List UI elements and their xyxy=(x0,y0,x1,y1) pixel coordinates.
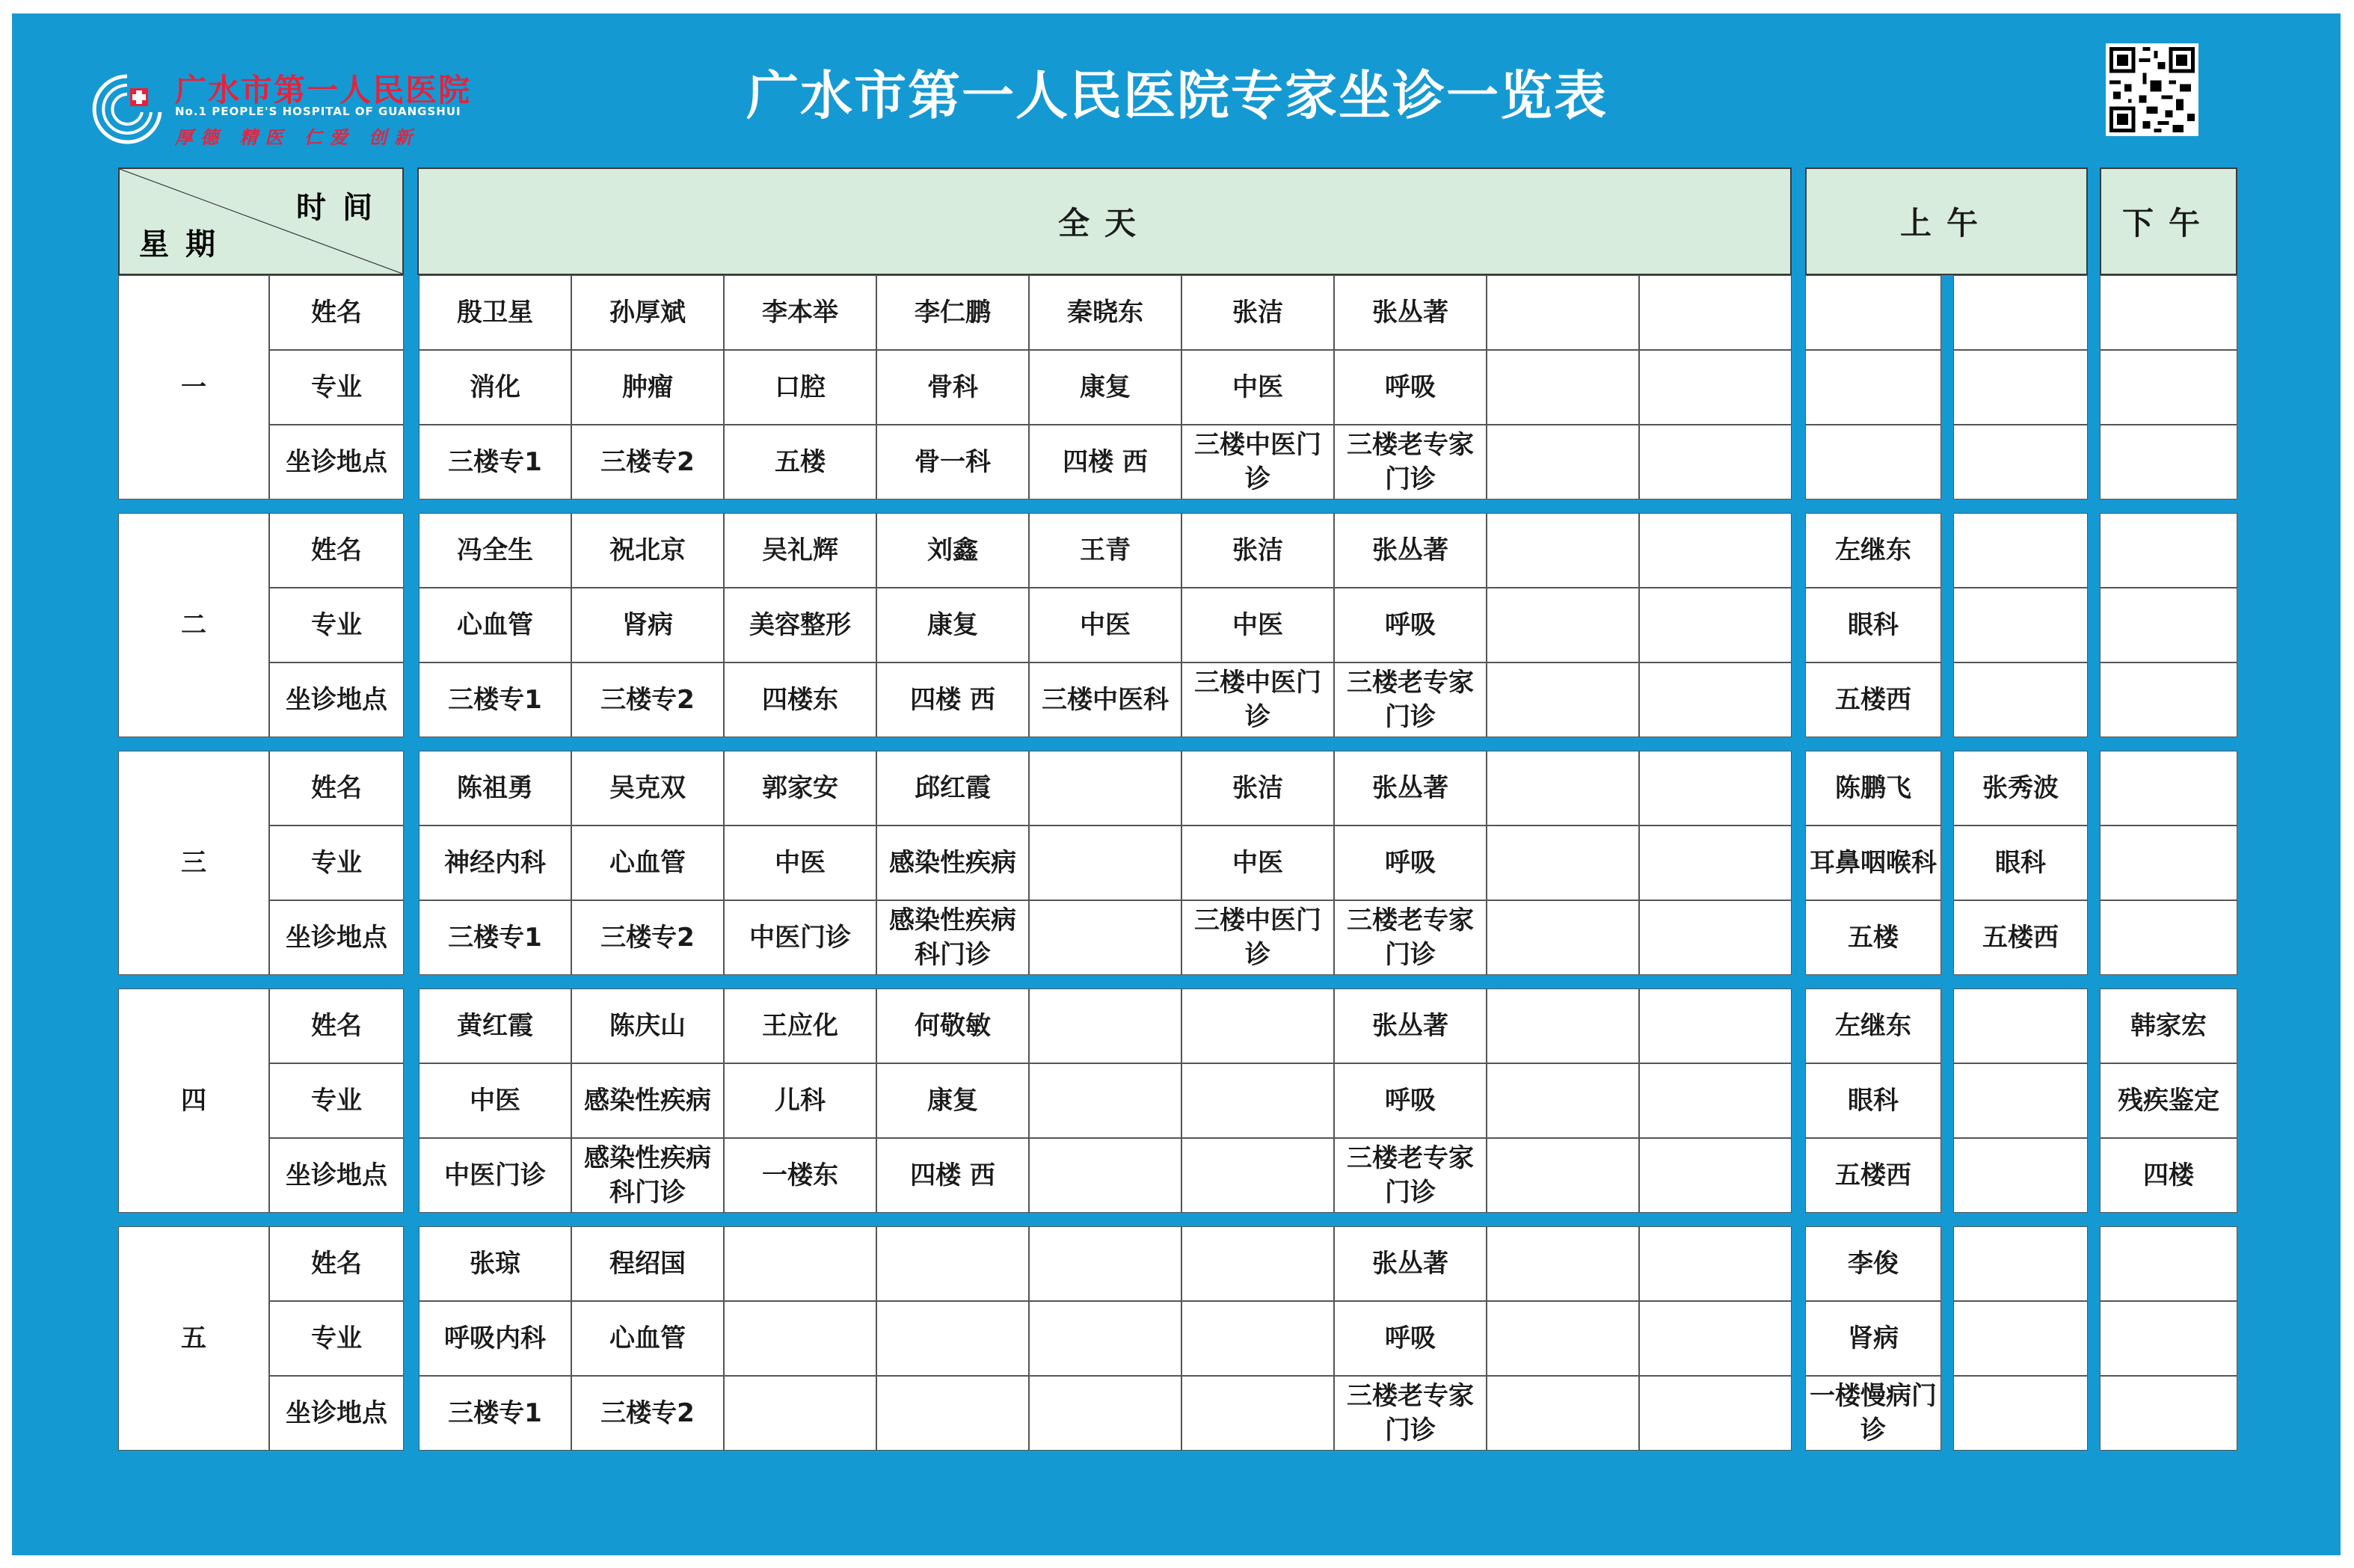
clinic-location-cell: 感染性疾病科门诊 xyxy=(876,900,1029,975)
doctor-name-cell xyxy=(1639,1226,1792,1301)
clinic-location-cell: 四楼 xyxy=(2100,1138,2237,1213)
row-label: 姓名 xyxy=(269,275,404,350)
clinic-location-cell: 一楼东 xyxy=(724,1138,876,1213)
specialty-cell xyxy=(1639,1063,1792,1138)
row-label: 专业 xyxy=(269,1063,404,1138)
specialty-cell xyxy=(876,1301,1029,1376)
specialty-cell xyxy=(1487,350,1639,425)
doctor-name-cell xyxy=(1029,989,1181,1063)
clinic-location-cell xyxy=(1487,1376,1639,1451)
doctor-name-cell: 张丛著 xyxy=(1334,513,1487,588)
specialty-cell: 眼科 xyxy=(1805,588,1941,662)
doctor-name-cell xyxy=(724,1226,876,1301)
specialty-cell: 康复 xyxy=(876,1063,1029,1138)
row-label: 专业 xyxy=(269,350,404,425)
clinic-location-cell: 四楼 西 xyxy=(876,1138,1029,1213)
specialty-cell xyxy=(1953,588,2088,662)
doctor-name-cell xyxy=(2100,1226,2237,1301)
weekday-label: 五 xyxy=(118,1226,269,1451)
specialty-cell xyxy=(2100,1301,2237,1376)
specialty-cell: 中医 xyxy=(1181,588,1334,662)
specialty-cell: 康复 xyxy=(1029,350,1181,425)
doctor-name-cell: 张丛著 xyxy=(1334,989,1487,1063)
logo-name-cn: 广水市第一人民医院 xyxy=(175,72,472,108)
specialty-cell: 呼吸 xyxy=(1334,588,1487,662)
doctor-name-cell xyxy=(2100,275,2237,350)
clinic-location-cell: 五楼西 xyxy=(1805,1138,1941,1213)
clinic-location-cell: 三楼老专家门诊 xyxy=(1334,425,1487,499)
clinic-location-cell xyxy=(724,1376,876,1451)
clinic-location-cell xyxy=(1953,662,2088,737)
doctor-name-cell xyxy=(1487,513,1639,588)
clinic-location-cell xyxy=(1181,1376,1334,1451)
specialty-cell xyxy=(1029,1301,1181,1376)
specialty-cell: 康复 xyxy=(876,588,1029,662)
doctor-name-cell xyxy=(1953,1226,2088,1301)
doctor-name-cell: 吴克双 xyxy=(571,751,724,825)
clinic-location-cell xyxy=(1639,662,1792,737)
doctor-name-cell: 王应化 xyxy=(724,989,876,1063)
specialty-cell: 眼科 xyxy=(1953,825,2088,900)
clinic-location-cell: 三楼专1 xyxy=(419,662,571,737)
doctor-name-cell: 张秀波 xyxy=(1953,751,2088,825)
specialty-cell xyxy=(1487,1301,1639,1376)
weekday-label: 一 xyxy=(118,275,269,499)
doctor-name-cell xyxy=(1487,751,1639,825)
corner-time-label: 时间 xyxy=(296,191,389,225)
weekday-label: 三 xyxy=(118,751,269,975)
specialty-cell xyxy=(1487,825,1639,900)
doctor-name-cell xyxy=(1953,989,2088,1063)
page-title: 广水市第一人民医院专家坐诊一览表 xyxy=(746,65,1608,126)
clinic-location-cell xyxy=(1487,662,1639,737)
clinic-location-cell xyxy=(1639,900,1792,975)
row-label: 姓名 xyxy=(269,751,404,825)
doctor-name-cell: 李仁鹏 xyxy=(876,275,1029,350)
clinic-location-cell xyxy=(2100,425,2237,499)
clinic-location-cell: 三楼老专家门诊 xyxy=(1334,900,1487,975)
doctor-name-cell: 张洁 xyxy=(1181,751,1334,825)
doctor-name-cell xyxy=(1181,989,1334,1063)
specialty-cell xyxy=(1029,825,1181,900)
specialty-cell: 呼吸内科 xyxy=(419,1301,571,1376)
doctor-name-cell: 殷卫星 xyxy=(419,275,571,350)
doctor-name-cell: 张丛著 xyxy=(1334,275,1487,350)
clinic-location-cell: 感染性疾病科门诊 xyxy=(571,1138,724,1213)
doctor-name-cell xyxy=(1181,1226,1334,1301)
specialty-cell xyxy=(1029,1063,1181,1138)
specialty-cell xyxy=(1181,1301,1334,1376)
clinic-location-cell xyxy=(1487,900,1639,975)
doctor-name-cell xyxy=(1487,1226,1639,1301)
doctor-name-cell: 王青 xyxy=(1029,513,1181,588)
clinic-location-cell: 三楼中医科 xyxy=(1029,662,1181,737)
clinic-location-cell: 三楼老专家门诊 xyxy=(1334,1376,1487,1451)
specialty-cell: 神经内科 xyxy=(419,825,571,900)
clinic-location-cell: 三楼专2 xyxy=(571,662,724,737)
clinic-location-cell: 三楼老专家门诊 xyxy=(1334,1138,1487,1213)
clinic-location-cell: 中医门诊 xyxy=(419,1138,571,1213)
doctor-name-cell xyxy=(1953,513,2088,588)
row-label: 姓名 xyxy=(269,989,404,1063)
doctor-name-cell: 张洁 xyxy=(1181,513,1334,588)
doctor-name-cell: 陈祖勇 xyxy=(419,751,571,825)
header-full-day: 全天 xyxy=(417,167,1792,275)
clinic-location-cell: 一楼慢病门诊 xyxy=(1805,1376,1941,1451)
specialty-cell xyxy=(1953,1301,2088,1376)
clinic-location-cell: 三楼老专家门诊 xyxy=(1334,662,1487,737)
doctor-name-cell: 秦晓东 xyxy=(1029,275,1181,350)
doctor-name-cell xyxy=(2100,513,2237,588)
clinic-location-cell: 五楼 xyxy=(1805,900,1941,975)
clinic-location-cell xyxy=(2100,1376,2237,1451)
doctor-name-cell xyxy=(1639,751,1792,825)
logo-slogan: 厚德 精医 仁爱 创新 xyxy=(175,127,420,148)
clinic-location-cell: 三楼专2 xyxy=(571,1376,724,1451)
doctor-name-cell: 邱红霞 xyxy=(876,751,1029,825)
specialty-cell: 呼吸 xyxy=(1334,1301,1487,1376)
clinic-location-cell xyxy=(1953,425,2088,499)
clinic-location-cell: 三楼中医门诊 xyxy=(1181,900,1334,975)
specialty-cell: 心血管 xyxy=(571,1301,724,1376)
clinic-location-cell xyxy=(1029,1376,1181,1451)
doctor-name-cell: 李本举 xyxy=(724,275,876,350)
clinic-location-cell xyxy=(1953,1376,2088,1451)
clinic-location-cell: 三楼专1 xyxy=(419,425,571,499)
doctor-name-cell: 吴礼辉 xyxy=(724,513,876,588)
doctor-name-cell: 孙厚斌 xyxy=(571,275,724,350)
clinic-location-cell: 骨一科 xyxy=(876,425,1029,499)
clinic-location-cell: 中医门诊 xyxy=(724,900,876,975)
specialty-cell: 中医 xyxy=(1181,350,1334,425)
specialty-cell: 中医 xyxy=(1181,825,1334,900)
specialty-cell: 心血管 xyxy=(419,588,571,662)
clinic-location-cell xyxy=(1181,1138,1334,1213)
header-afternoon: 下午 xyxy=(2100,167,2237,275)
specialty-cell xyxy=(2100,350,2237,425)
clinic-location-cell: 三楼专1 xyxy=(419,1376,571,1451)
doctor-name-cell xyxy=(1805,275,1941,350)
logo-name-en: No.1 PEOPLE'S HOSPITAL OF GUANGSHUI xyxy=(175,105,461,118)
doctor-name-cell xyxy=(1953,275,2088,350)
doctor-name-cell: 张丛著 xyxy=(1334,751,1487,825)
doctor-name-cell: 张洁 xyxy=(1181,275,1334,350)
specialty-cell xyxy=(2100,588,2237,662)
specialty-cell: 肿瘤 xyxy=(571,350,724,425)
doctor-name-cell: 祝北京 xyxy=(571,513,724,588)
doctor-name-cell xyxy=(1639,513,1792,588)
specialty-cell: 骨科 xyxy=(876,350,1029,425)
doctor-name-cell: 左继东 xyxy=(1805,989,1941,1063)
clinic-location-cell: 四楼东 xyxy=(724,662,876,737)
clinic-location-cell xyxy=(1805,425,1941,499)
row-label: 坐诊地点 xyxy=(269,900,404,975)
doctor-name-cell: 张丛著 xyxy=(1334,1226,1487,1301)
clinic-location-cell: 三楼专2 xyxy=(571,900,724,975)
row-label: 姓名 xyxy=(269,513,404,588)
doctor-name-cell xyxy=(1487,275,1639,350)
specialty-cell xyxy=(1805,350,1941,425)
clinic-location-cell: 四楼 西 xyxy=(1029,425,1181,499)
clinic-location-cell xyxy=(876,1376,1029,1451)
doctor-name-cell: 程绍国 xyxy=(571,1226,724,1301)
specialty-cell: 中医 xyxy=(1029,588,1181,662)
row-label: 坐诊地点 xyxy=(269,662,404,737)
clinic-location-cell: 三楼专2 xyxy=(571,425,724,499)
specialty-cell xyxy=(1639,350,1792,425)
clinic-location-cell: 三楼中医门诊 xyxy=(1181,662,1334,737)
specialty-cell xyxy=(1181,1063,1334,1138)
row-label: 坐诊地点 xyxy=(269,1376,404,1451)
weekday-label: 四 xyxy=(118,989,269,1213)
specialty-cell xyxy=(1487,588,1639,662)
doctor-name-cell: 陈鹏飞 xyxy=(1805,751,1941,825)
specialty-cell xyxy=(2100,825,2237,900)
specialty-cell: 中医 xyxy=(724,825,876,900)
clinic-location-cell: 三楼中医门诊 xyxy=(1181,425,1334,499)
row-label: 坐诊地点 xyxy=(269,425,404,499)
specialty-cell: 美容整形 xyxy=(724,588,876,662)
specialty-cell: 儿科 xyxy=(724,1063,876,1138)
specialty-cell: 呼吸 xyxy=(1334,825,1487,900)
clinic-location-cell: 五楼西 xyxy=(1953,900,2088,975)
clinic-location-cell xyxy=(1639,1376,1792,1451)
doctor-name-cell: 冯全生 xyxy=(419,513,571,588)
row-label: 姓名 xyxy=(269,1226,404,1301)
specialty-cell: 感染性疾病 xyxy=(876,825,1029,900)
doctor-name-cell: 黄红霞 xyxy=(419,989,571,1063)
doctor-name-cell: 韩家宏 xyxy=(2100,989,2237,1063)
doctor-name-cell xyxy=(1487,989,1639,1063)
doctor-name-cell: 郭家安 xyxy=(724,751,876,825)
specialty-cell: 耳鼻咽喉科 xyxy=(1805,825,1941,900)
doctor-name-cell: 陈庆山 xyxy=(571,989,724,1063)
doctor-name-cell xyxy=(1029,1226,1181,1301)
specialty-cell xyxy=(1639,825,1792,900)
clinic-location-cell xyxy=(1029,900,1181,975)
specialty-cell: 消化 xyxy=(419,350,571,425)
doctor-name-cell xyxy=(876,1226,1029,1301)
row-label: 坐诊地点 xyxy=(269,1138,404,1213)
specialty-cell: 心血管 xyxy=(571,825,724,900)
row-label: 专业 xyxy=(269,588,404,662)
clinic-location-cell xyxy=(1953,1138,2088,1213)
specialty-cell xyxy=(1953,350,2088,425)
clinic-location-cell xyxy=(1487,425,1639,499)
clinic-location-cell: 五楼西 xyxy=(1805,662,1941,737)
specialty-cell: 中医 xyxy=(419,1063,571,1138)
row-label: 专业 xyxy=(269,825,404,900)
specialty-cell: 呼吸 xyxy=(1334,350,1487,425)
clinic-location-cell: 四楼 西 xyxy=(876,662,1029,737)
clinic-location-cell xyxy=(1639,425,1792,499)
weekday-label: 二 xyxy=(118,513,269,737)
doctor-name-cell xyxy=(1639,989,1792,1063)
specialty-cell: 肾病 xyxy=(571,588,724,662)
doctor-name-cell: 张琼 xyxy=(419,1226,571,1301)
specialty-cell: 残疾鉴定 xyxy=(2100,1063,2237,1138)
row-label: 专业 xyxy=(269,1301,404,1376)
specialty-cell: 肾病 xyxy=(1805,1301,1941,1376)
corner-header-cell xyxy=(118,167,404,275)
clinic-location-cell: 三楼专1 xyxy=(419,900,571,975)
clinic-location-cell xyxy=(1487,1138,1639,1213)
corner-week-label: 星期 xyxy=(139,227,232,262)
specialty-cell: 呼吸 xyxy=(1334,1063,1487,1138)
specialty-cell xyxy=(724,1301,876,1376)
clinic-location-cell: 五楼 xyxy=(724,425,876,499)
doctor-name-cell: 左继东 xyxy=(1805,513,1941,588)
specialty-cell xyxy=(1639,1301,1792,1376)
specialty-cell: 感染性疾病 xyxy=(571,1063,724,1138)
doctor-name-cell xyxy=(1639,275,1792,350)
doctor-name-cell xyxy=(2100,751,2237,825)
doctor-name-cell: 何敬敏 xyxy=(876,989,1029,1063)
clinic-location-cell xyxy=(2100,900,2237,975)
header-morning: 上午 xyxy=(1805,167,2088,275)
clinic-location-cell xyxy=(1639,1138,1792,1213)
specialty-cell xyxy=(1487,1063,1639,1138)
clinic-location-cell xyxy=(1029,1138,1181,1213)
specialty-cell xyxy=(1639,588,1792,662)
specialty-cell: 口腔 xyxy=(724,350,876,425)
specialty-cell xyxy=(1953,1063,2088,1138)
doctor-name-cell xyxy=(1029,751,1181,825)
doctor-name-cell: 李俊 xyxy=(1805,1226,1941,1301)
specialty-cell: 眼科 xyxy=(1805,1063,1941,1138)
clinic-location-cell xyxy=(2100,662,2237,737)
doctor-name-cell: 刘鑫 xyxy=(876,513,1029,588)
